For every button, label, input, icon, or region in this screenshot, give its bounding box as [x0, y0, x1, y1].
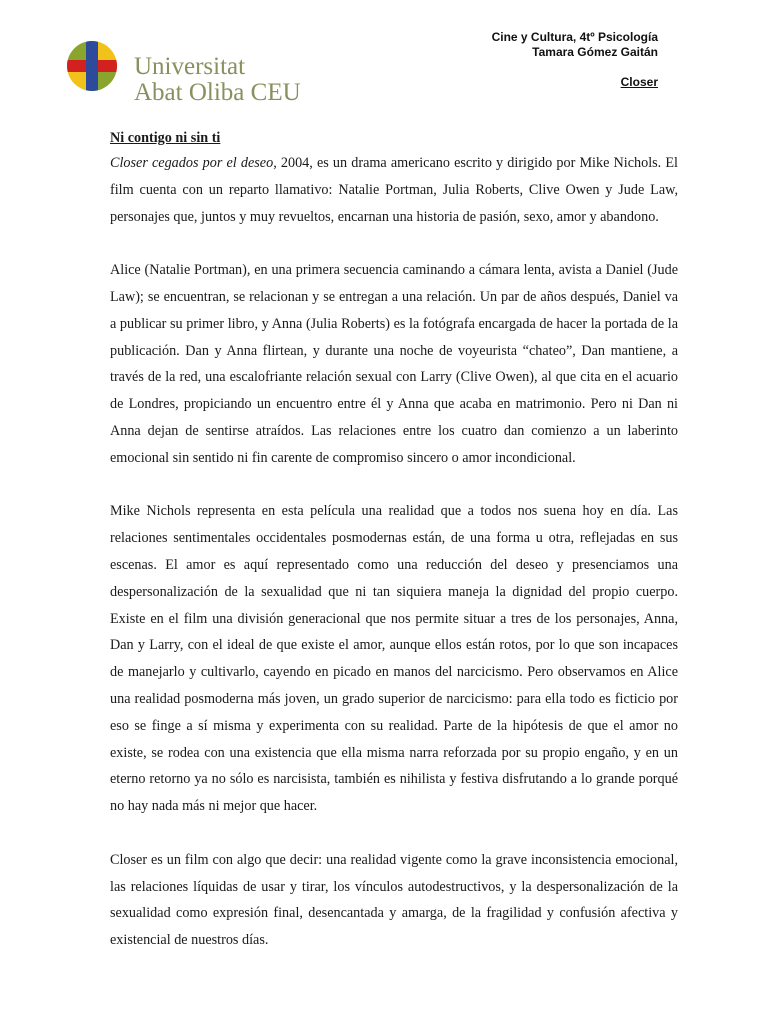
university-cross-icon: [66, 40, 118, 92]
plot-paragraph: Alice (Natalie Portman), en una primera secuencia caminando a cámara lenta, avista a Daniel (Jude Law); se encuentran, se relacionan y se entregan a una relación. Un par de años después, Daniel va a publicar su primer libro, y Anna (Julia Roberts) es la fotógrafa encargada de hacer la portada de la publicación. Dan y Anna flirtean, y durante una noche de voyeurista “chateo”, Dan mantiene, a través de la red, una escalofriante relación sexual con Larry (Clive Owen), al que cita en el acuario de Londres, propiciando un encuentro entre él y Anna que acaba en matrimonio. Pero ni Dan ni Anna dejan de sentirse atraídos. Las relaciones entre los cuatro dan comienzo a un laberinto emocional sin sentido ni fin carente de compromiso sincero o amor incondicional.: [110, 262, 678, 466]
film-title: Closer cegados por el deseo: [110, 155, 274, 171]
university-logo: [66, 40, 316, 110]
article-heading: Ni contigo ni sin ti: [110, 130, 221, 146]
university-name-line1: Universitat: [134, 53, 246, 80]
intro-text: , 2004, es un drama americano escrito y dirigido por Mike Nichols. El film cuenta con un reparto llamativo: Natalie Portman, Julia Roberts, Clive Owen y Jude Law, personajes que, juntos y muy revueltos, encarnan una historia de pasión, sexo, amor y abandono.: [110, 155, 678, 225]
document-label: Closer: [620, 75, 658, 89]
article-body: [110, 128, 678, 954]
conclusion-paragraph: Closer es un film con algo que decir: una realidad vigente como la grave inconsistencia emocional, las relaciones líquidas de usar y tirar, los vínculos autodestructivos, y la despersonalización de la sexualidad como expresión final, desencantada y amarga, de la fragilidad y confusión afectiva y existencial de nuestros días.: [110, 851, 678, 949]
analysis-paragraph: Mike Nichols representa en esta película una realidad que a todos nos suena hoy en día. Las relaciones sentimentales occidentales posmodernas están, de una forma u otra, reflejadas en sus escenas. El amor es aquí representado como una reducción del deseo y presenciamos una despersonalización de la sexualidad que ni tan siquiera maneja la dignidad del propio cuerpo. Existe en el film una división generacional que nos permite situar a tres de los personajes, Anna, Dan y Larry, con el ideal de que existe el amor, aunque ellos están rotos, por lo que son incapaces de manejarlo y cultivarlo, cayendo en picado en manos del narcicismo. Pero observamos en Alice una realidad posmoderna más joven, un grado superior de narcicismo: para ella todo es ficticio por eso se finge a sí misma y experimenta con su realidad. Parte de la hipótesis de que el amor no existe, se rodea con una existencia que ella misma narra reforzada por su propio engaño, y en un eterno retorno ya no sólo es narcisista, también es nihilista y festiva disfrutando a lo grande porqué no hay nada más ni mejor que hacer.: [110, 503, 678, 815]
university-name-line2: Abat Oliba CEU: [134, 79, 301, 106]
intro-paragraph: [110, 150, 678, 230]
university-name: [134, 54, 301, 106]
document-header: [492, 30, 658, 90]
author-name: Tamara Gómez Gaitán: [532, 45, 658, 59]
course-name: Cine y Cultura, 4tº Psicología: [491, 30, 658, 44]
